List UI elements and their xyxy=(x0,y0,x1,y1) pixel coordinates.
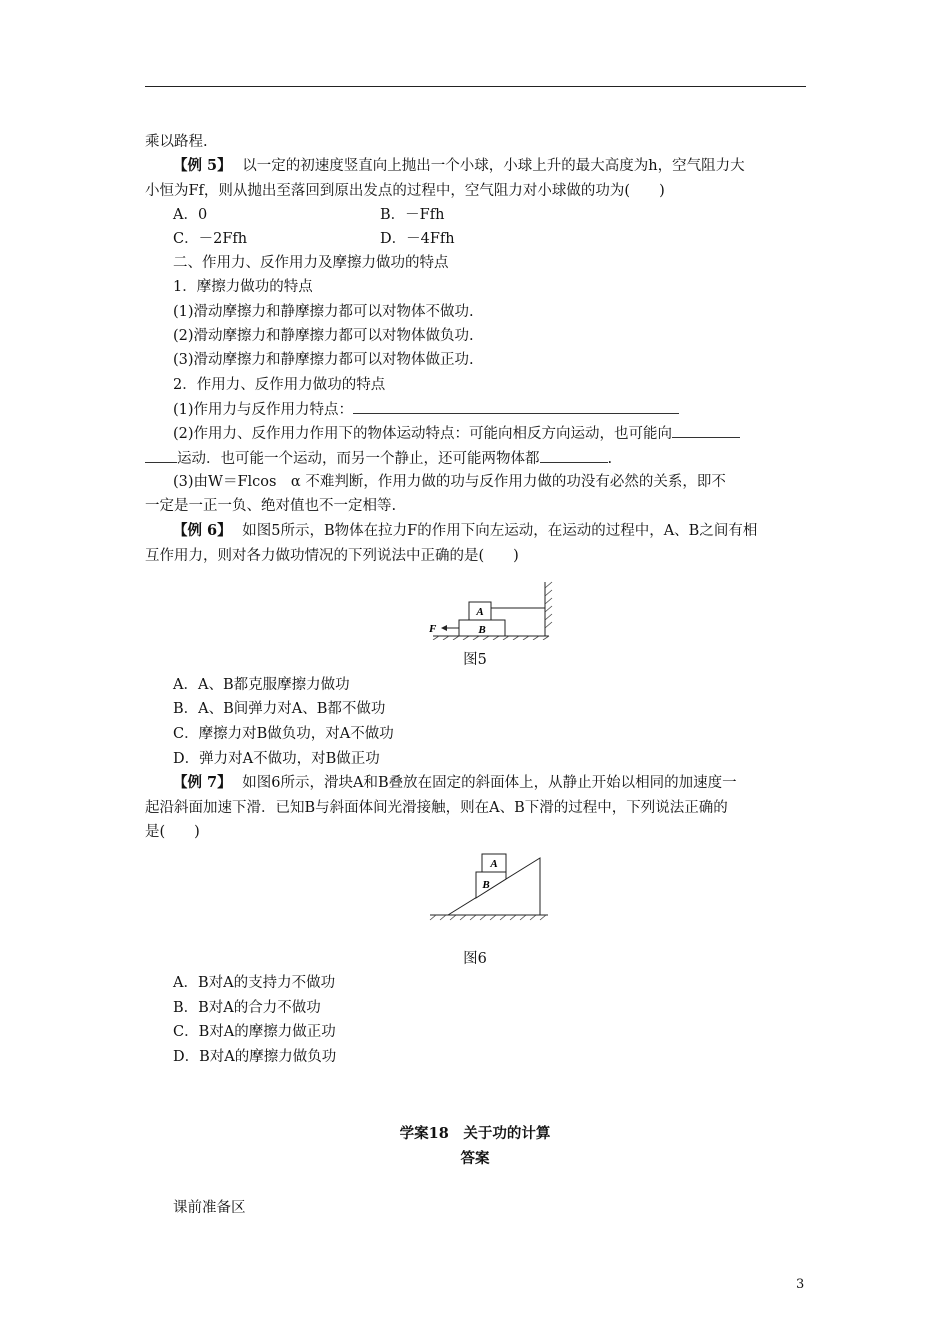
example-6-line xyxy=(173,521,757,541)
option-b: B．－Ffh xyxy=(380,207,445,223)
option-c: C．摩擦力对B做负功，对A不做功 xyxy=(173,726,394,742)
section-label: 课前准备区 xyxy=(173,1200,246,1216)
option-c: C．－2Ffh xyxy=(173,231,248,247)
fill-line xyxy=(145,448,612,469)
option-b: B．A、B间弹力对A、B都不做功 xyxy=(173,701,386,717)
label-f: F xyxy=(429,623,437,635)
text-line: (1)滑动摩擦力和静摩擦力都可以对物体不做功. xyxy=(173,304,474,320)
text: 运动．也可能一个运动，而另一个静止，还可能两物体都 xyxy=(177,451,540,467)
answer-blank[interactable] xyxy=(353,399,679,414)
option-a: A．0 xyxy=(173,207,208,223)
option-b: B．B对A的合力不做功 xyxy=(173,1000,321,1016)
text: (2)作用力、反作用力作用下的物体运动特点：可能向相反方向运动，也可能向 xyxy=(173,426,673,442)
option-d: D．－4Ffh xyxy=(380,231,455,247)
figure-6 xyxy=(428,852,550,922)
answer-blank[interactable] xyxy=(540,448,608,463)
label-b: B xyxy=(478,624,486,636)
text: (1)作用力与反作用力特点： xyxy=(173,402,354,418)
example-tag: 【例 5】 xyxy=(173,157,232,174)
label-a: A xyxy=(476,606,484,618)
text-line: 小恒为Ff，则从抛出至落回到原出发点的过程中，空气阻力对小球做的功为( ) xyxy=(145,183,665,199)
fill-line xyxy=(173,399,679,420)
figure-6-caption: 图6 xyxy=(463,951,487,967)
header-rule xyxy=(145,86,806,87)
label-a: A xyxy=(490,858,498,870)
text-line: 乘以路程. xyxy=(145,134,208,150)
text-line: 起沿斜面加速下滑．已知B与斜面体间光滑接触，则在A、B下滑的过程中，下列说法正确的 xyxy=(145,800,728,816)
text-line: 互作用力，则对各力做功情况的下列说法中正确的是( ) xyxy=(145,548,519,564)
fill-line xyxy=(173,423,740,444)
text: . xyxy=(607,451,613,467)
option-a: A．B对A的支持力不做功 xyxy=(173,975,336,991)
example-text: 如图6所示，滑块A和B叠放在固定的斜面体上，从静止开始以相同的加速度一 xyxy=(242,775,737,791)
lesson-heading: 学案18 关于功的计算 xyxy=(399,1125,551,1142)
text-line: (3)滑动摩擦力和静摩擦力都可以对物体做正功. xyxy=(173,352,474,368)
example-7-line xyxy=(173,773,737,793)
text-line: 一定是一正一负、绝对值也不一定相等. xyxy=(145,498,397,514)
example-tag: 【例 6】 xyxy=(173,522,232,539)
text-line: 是( ) xyxy=(145,824,200,840)
arrow-head xyxy=(441,625,447,631)
figure-5-caption: 图5 xyxy=(463,652,487,668)
option-c: C．B对A的摩擦力做正功 xyxy=(173,1024,336,1040)
section-heading: 二、作用力、反作用力及摩擦力做功的特点 xyxy=(173,255,449,271)
answer-heading: 答案 xyxy=(460,1150,490,1167)
page-number: 3 xyxy=(796,1277,805,1292)
example-text: 如图5所示，B物体在拉力F的作用下向左运动，在运动的过程中，A、B之间有相 xyxy=(242,523,758,539)
option-d: D．B对A的摩擦力做负功 xyxy=(173,1049,337,1065)
subsection-heading: 2．作用力、反作用力做功的特点 xyxy=(173,377,386,393)
text-line: (3)由W＝Flcos α 不难判断，作用力做的功与反作用力做的功没有必然的关系，即不 xyxy=(173,474,726,490)
example-text: 以一定的初速度竖直向上抛出一个小球，小球上升的最大高度为h，空气阻力大 xyxy=(242,158,745,174)
example-tag: 【例 7】 xyxy=(173,774,232,791)
answer-blank[interactable] xyxy=(672,423,740,438)
option-d: D．弹力对A不做功，对B做正功 xyxy=(173,751,380,767)
example-5-line xyxy=(173,156,745,176)
option-a: A．A、B都克服摩擦力做功 xyxy=(173,677,350,693)
label-b: B xyxy=(482,879,490,891)
text-line: (2)滑动摩擦力和静摩擦力都可以对物体做负功. xyxy=(173,328,474,344)
subsection-heading: 1．摩擦力做功的特点 xyxy=(173,279,313,295)
answer-blank[interactable] xyxy=(145,448,177,463)
figure-5 xyxy=(425,578,560,640)
